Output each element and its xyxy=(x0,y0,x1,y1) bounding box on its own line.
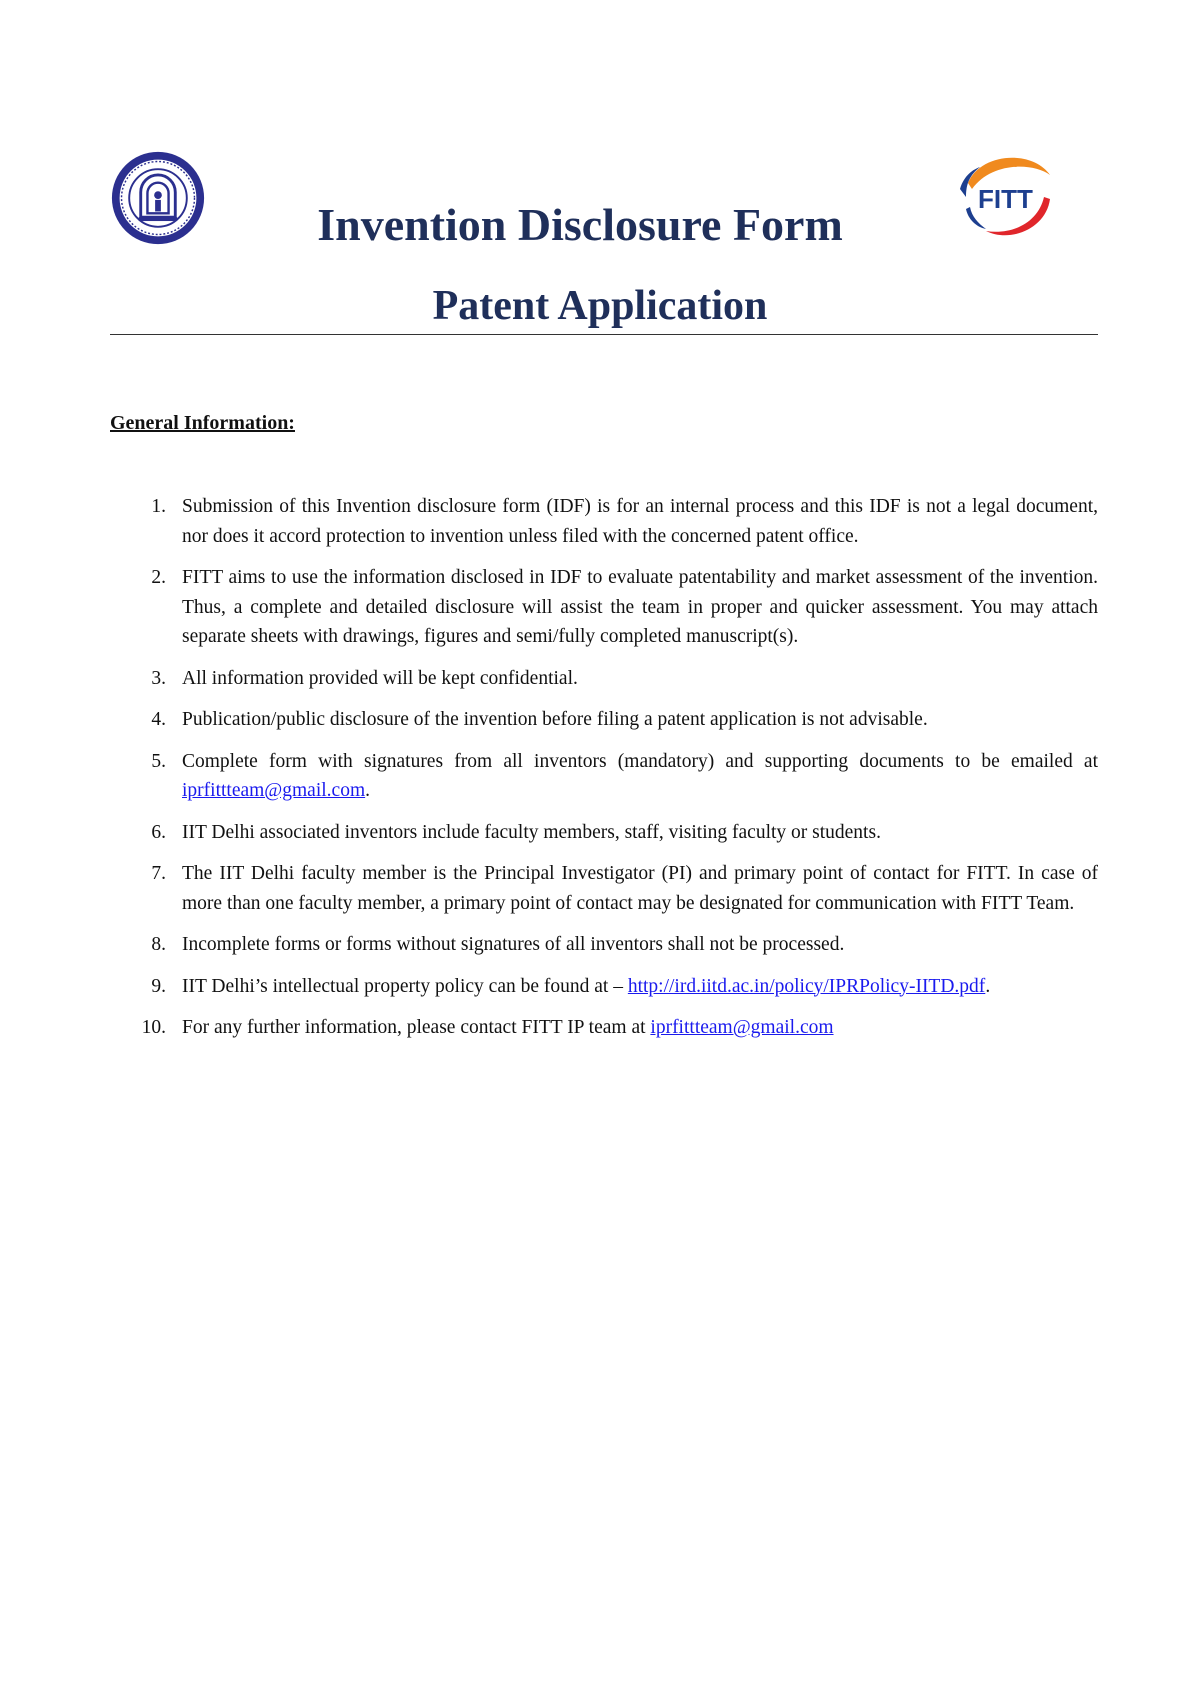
list-item-number: 9. xyxy=(151,975,166,997)
list-item-number: 1. xyxy=(151,496,166,517)
list-item-text-after: . xyxy=(985,975,991,997)
list-item-number: 10. xyxy=(141,1017,166,1038)
list-item-text: The IIT Delhi faculty member is the Principal Investigator (PI) and primary point of contact for FITT. In case of more than one faculty member, a primary point of contact may be designated for communication with FITT Team. xyxy=(182,863,1098,914)
list-item xyxy=(110,972,1098,1002)
email-link[interactable]: iprfittteam@gmail.com xyxy=(182,780,366,801)
fitt-logo-text: FITT xyxy=(978,184,1033,214)
list-item xyxy=(110,705,1098,735)
list-item-number: 6. xyxy=(151,821,166,843)
list-item xyxy=(110,930,1098,960)
list-item xyxy=(110,747,1098,806)
list-item-text: IIT Delhi’s intellectual property policy can be found at – xyxy=(182,975,628,997)
list-item-text: Publication/public disclosure of the invention before filing a patent application is not advisable. xyxy=(182,709,928,730)
list-item-text: All information provided will be kept confidential. xyxy=(182,667,578,689)
list-item-text: Submission of this Invention disclosure form (IDF) is for an internal process and this IDF is not a legal document, nor does it accord protection to invention unless filed with the concerned patent office. xyxy=(182,496,1098,547)
document-title: Invention Disclosure Form xyxy=(317,199,843,250)
list-item-text: IIT Delhi associated inventors include faculty members, staff, visiting faculty or students. xyxy=(182,821,881,843)
list-item xyxy=(110,563,1098,652)
list-item-number: 7. xyxy=(151,863,166,884)
list-item-text: FITT aims to use the information disclosed in IDF to evaluate patentability and market assessment of the invention. Thus, a complete and detailed disclosure will assist the team in proper and quicker assessment. You may attach separate sheets with drawings, figures and semi/fully completed manuscript(s). xyxy=(182,567,1098,647)
list-item-text-after: . xyxy=(365,780,370,801)
policy-link[interactable]: http://ird.iitd.ac.in/policy/IPRPolicy-IITD.pdf xyxy=(627,975,986,997)
list-item-text: Complete form with signatures from all inventors (mandatory) and supporting documents to be emailed at xyxy=(182,750,1098,772)
document-subtitle: Patent Application xyxy=(432,283,768,329)
list-item-number: 3. xyxy=(151,667,166,689)
list-item xyxy=(110,1013,1098,1043)
list-item xyxy=(110,859,1098,918)
list-item xyxy=(110,664,1098,694)
email-link[interactable]: iprfittteam@gmail.com xyxy=(650,1017,834,1038)
list-item-number: 8. xyxy=(151,934,166,955)
list-item-number: 5. xyxy=(151,750,166,772)
list-item-number: 4. xyxy=(151,709,166,730)
title-divider xyxy=(110,334,1098,335)
list-item-number: 2. xyxy=(151,567,166,588)
section-heading: General Information: xyxy=(110,412,295,434)
list-item-text: For any further information, please contact FITT IP team at xyxy=(182,1017,651,1038)
list-item-text: Incomplete forms or forms without signatures of all inventors shall not be processed. xyxy=(182,934,845,955)
general-info-list xyxy=(110,492,1098,1055)
list-item xyxy=(110,492,1098,551)
list-item xyxy=(110,818,1098,848)
